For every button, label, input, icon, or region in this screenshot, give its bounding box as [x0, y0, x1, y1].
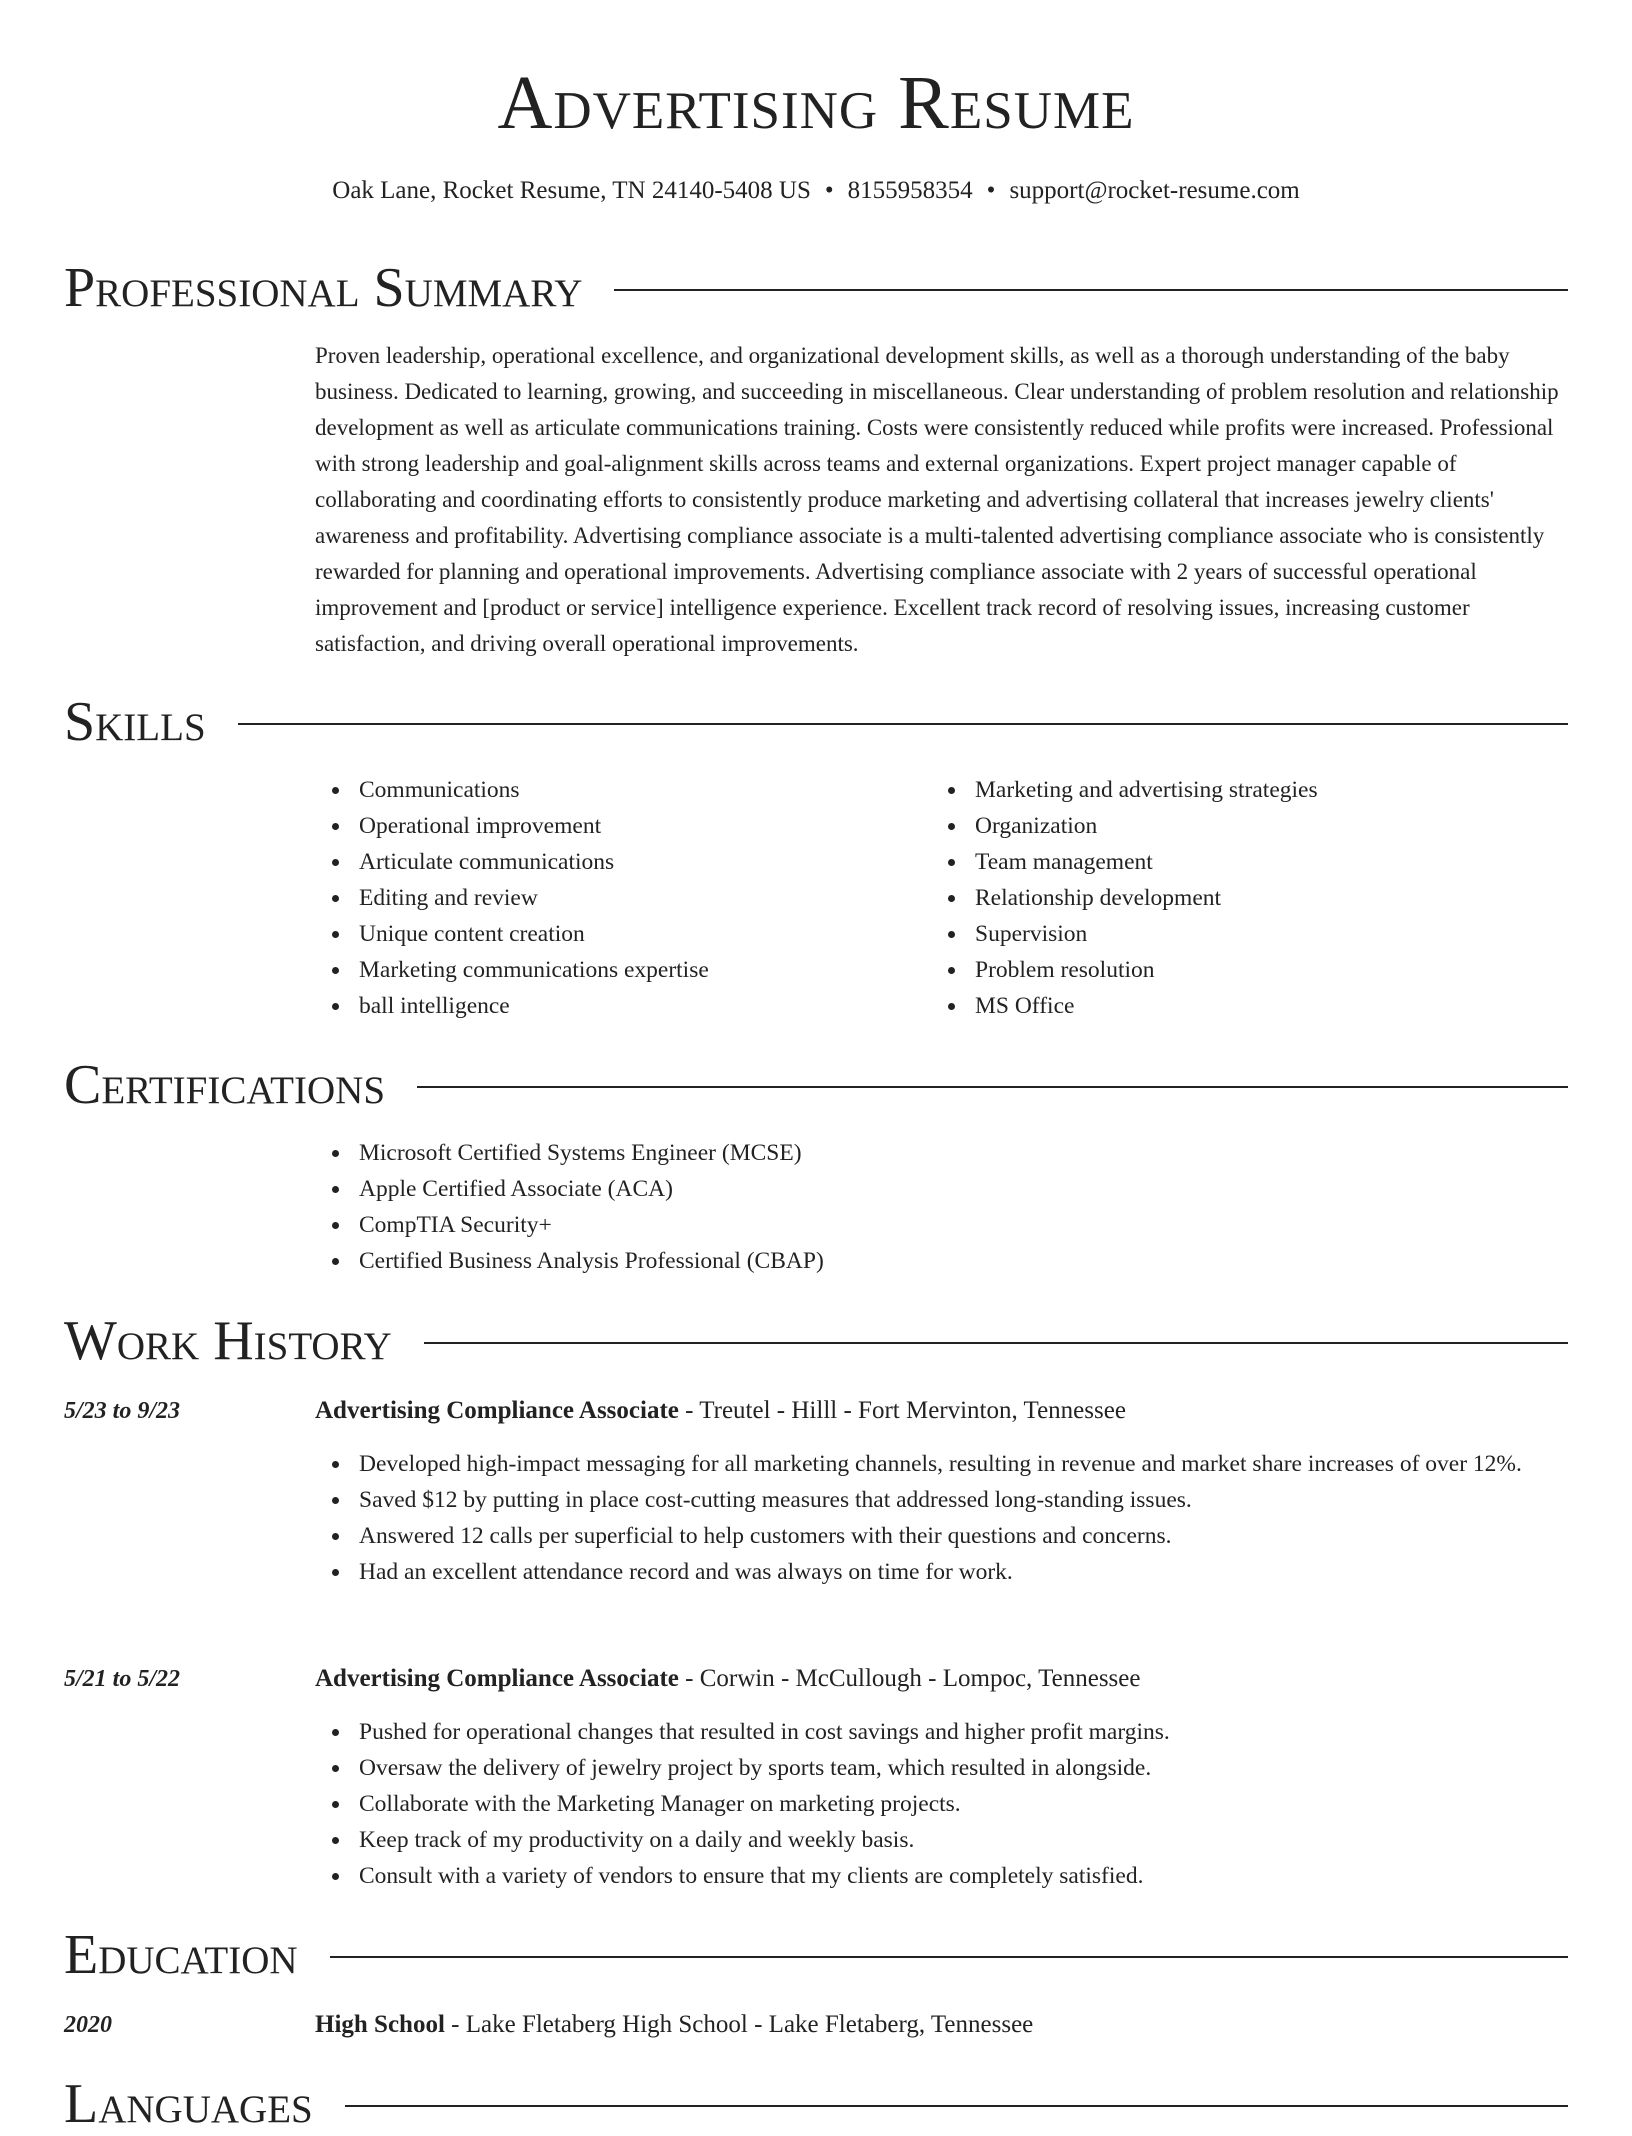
contact-address: Oak Lane, Rocket Resume, TN 24140-5408 US	[332, 177, 811, 204]
certifications-heading: Certifications	[64, 1054, 386, 1116]
education-details: - Lake Fletaberg High School - Lake Fletaberg, Tennessee	[444, 2011, 1034, 2038]
section-divider	[330, 1956, 1568, 1958]
job-dates: 5/21 to 5/22	[64, 1666, 181, 1692]
job-heading	[315, 1394, 1126, 1428]
skill-item: ball intelligence	[315, 988, 915, 1024]
section-divider	[238, 723, 1568, 725]
education-heading: Education	[64, 1924, 298, 1986]
skills-heading: Skills	[64, 691, 206, 753]
job-bullet: Collaborate with the Marketing Manager on marketing projects.	[315, 1786, 1565, 1822]
summary-heading: Professional Summary	[64, 257, 583, 319]
skill-item: Marketing communications expertise	[315, 952, 915, 988]
skill-item: Relationship development	[931, 880, 1531, 916]
section-divider	[614, 289, 1568, 291]
education-year: 2020	[64, 2012, 112, 2038]
skill-item: MS Office	[931, 988, 1531, 1024]
skill-item: Articulate communications	[315, 844, 915, 880]
job-bullet: Pushed for operational changes that resulted in cost savings and higher profit margins.	[315, 1714, 1565, 1750]
resume-title: Advertising Resume	[497, 61, 1135, 145]
certification-item: Apple Certified Associate (ACA)	[315, 1171, 1565, 1207]
job-bullet: Consult with a variety of vendors to ensure that my clients are completely satisfied.	[315, 1858, 1565, 1894]
skill-item: Operational improvement	[315, 808, 915, 844]
section-divider	[417, 1086, 1568, 1088]
contact-separator: •	[986, 177, 996, 204]
languages-section-header	[64, 2072, 1568, 2136]
section-divider	[424, 1342, 1568, 1344]
job-title: Advertising Compliance Associate	[315, 1397, 679, 1424]
certification-item: CompTIA Security+	[315, 1207, 1565, 1243]
certification-item: Certified Business Analysis Professional (CBAP)	[315, 1243, 1565, 1279]
skills-list-left	[315, 772, 915, 1024]
skill-item: Organization	[931, 808, 1531, 844]
certifications-list	[315, 1135, 1565, 1279]
job-dates: 5/23 to 9/23	[64, 1398, 181, 1424]
summary-section-header	[64, 256, 1568, 320]
contact-line	[0, 174, 1632, 208]
skill-item: Communications	[315, 772, 915, 808]
skill-item: Team management	[931, 844, 1531, 880]
education-degree: High School	[315, 2011, 445, 2038]
job-title: Advertising Compliance Associate	[315, 1665, 679, 1692]
languages-heading: Languages	[64, 2073, 313, 2135]
education-section-header	[64, 1923, 1568, 1987]
contact-separator: •	[824, 177, 834, 204]
skills-list-right	[931, 772, 1531, 1024]
job-details: - Treutel - Hilll - Fort Mervinton, Tennessee	[678, 1397, 1126, 1424]
contact-phone: 8155958354	[847, 177, 973, 204]
job-bullets	[315, 1446, 1565, 1590]
skill-item: Problem resolution	[931, 952, 1531, 988]
job-bullet: Keep track of my productivity on a daily and weekly basis.	[315, 1822, 1565, 1858]
contact-email: support@rocket-resume.com	[1009, 177, 1300, 204]
education-line	[315, 2008, 1033, 2042]
skills-section-header	[64, 690, 1568, 754]
job-bullet: Saved $12 by putting in place cost-cutting measures that addressed long-standing issues.	[315, 1482, 1565, 1518]
skill-item: Supervision	[931, 916, 1531, 952]
job-bullet: Oversaw the delivery of jewelry project by sports team, which resulted in alongside.	[315, 1750, 1565, 1786]
job-bullets	[315, 1714, 1565, 1894]
work-heading: Work History	[64, 1310, 392, 1372]
certifications-section-header	[64, 1053, 1568, 1117]
job-heading	[315, 1662, 1140, 1696]
certification-item: Microsoft Certified Systems Engineer (MCSE)	[315, 1135, 1565, 1171]
summary-text: Proven leadership, operational excellence, and organizational development skills, as well as a thorough understanding of the baby business. Dedicated to learning, growing, and succeeding in miscellaneous. Clear understanding of problem resolution and relationship development as well as articulate communications training. Costs were consistently reduced while profits were increased. Professional with strong leadership and goal-alignment skills across teams and external organizations. Expert project manager capable of collaborating and coordinating efforts to consistently produce marketing and advertising collateral that increases jewelry clients' awareness and profitability. Advertising compliance associate is a multi-talented advertising compliance associate who is consistently rewarded for planning and operational improvements. Advertising compliance associate with 2 years of successful operational improvement and [product or service] intelligence experience. Excellent track record of resolving issues, increasing customer satisfaction, and driving overall operational improvements.	[315, 343, 1559, 656]
job-details: - Corwin - McCullough - Lompoc, Tennessee	[678, 1665, 1141, 1692]
skill-item: Unique content creation	[315, 916, 915, 952]
skill-item: Editing and review	[315, 880, 915, 916]
section-divider	[345, 2105, 1568, 2107]
job-bullet: Developed high-impact messaging for all marketing channels, resulting in revenue and market share increases of over 12%.	[315, 1446, 1565, 1482]
job-bullet: Had an excellent attendance record and was always on time for work.	[315, 1554, 1565, 1590]
work-section-header	[64, 1309, 1568, 1373]
job-bullet: Answered 12 calls per superficial to help customers with their questions and concerns.	[315, 1518, 1565, 1554]
skill-item: Marketing and advertising strategies	[931, 772, 1531, 808]
